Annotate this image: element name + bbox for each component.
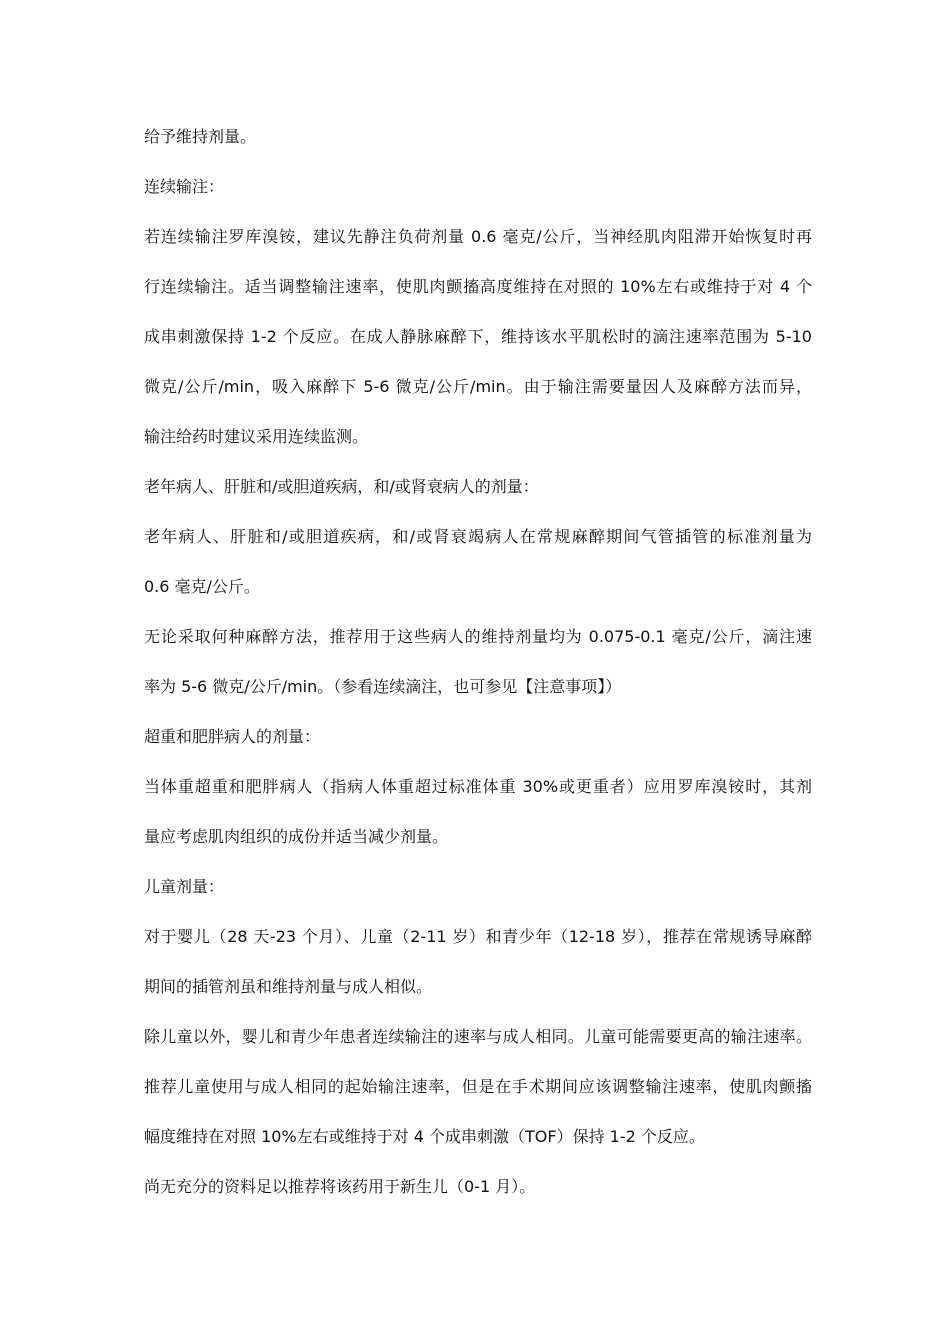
- text-line: 率为 5-6 微克/公斤/min。（参看连续滴注，也可参见【注意事项】）: [144, 677, 622, 696]
- text-line: 微克/公斤/min，吸入麻醉下 5-6 微克/公斤/min。由于输注需要量因人及麻醉方法而异，: [144, 377, 812, 396]
- text-line: 对于婴儿（28 天-23 个月）、儿童（2-11 岁）和青少年（12-18 岁），推荐在常规诱导麻醉: [144, 927, 812, 946]
- text-line: 量应考虑肌肉组织的成份并适当减少剂量。: [144, 827, 449, 846]
- text-line: 若连续输注罗库溴铵，建议先静注负荷剂量 0.6 毫克/公斤，当神经肌肉阻滞开始恢复时再: [144, 227, 812, 246]
- section-heading-obese-dosage: 超重和肥胖病人的剂量：: [144, 727, 321, 746]
- text-line: 老年病人、肝脏和/或胆道疾病，和/或肾衰竭病人在常规麻醉期间气管插管的标准剂量为: [144, 527, 812, 546]
- text-line: 无论采取何种麻醉方法，推荐用于这些病人的维持剂量均为 0.075-0.1 毫克/公斤，滴注速: [144, 627, 812, 646]
- text-line: 行连续输注。适当调整输注速率，使肌肉颤搐高度维持在对照的 10%左右或维持于对 4 个: [144, 277, 812, 296]
- text-line: 推荐儿童使用与成人相同的起始输注速率，但是在手术期间应该调整输注速率，使肌肉颤搐: [144, 1077, 812, 1096]
- text-line: 当体重超重和肥胖病人（指病人体重超过标准体重 30%或更重者）应用罗库溴铵时，其剂: [144, 777, 812, 796]
- text-line: 给予维持剂量。: [144, 127, 257, 146]
- section-heading-elderly-dosage: 老年病人、肝脏和/或胆道疾病，和/或肾衰病人的剂量：: [144, 477, 539, 496]
- text-line: 除儿童以外，婴儿和青少年患者连续输注的速率与成人相同。儿童可能需要更高的输注速率。: [144, 1027, 812, 1046]
- text-line: 成串刺激保持 1-2 个反应。在成人静脉麻醉下，维持该水平肌松时的滴注速率范围为 5-10: [144, 327, 812, 346]
- text-line: 期间的插管剂虽和维持剂量与成人相似。: [144, 977, 433, 996]
- text-line: 输注给药时建议采用连续监测。: [144, 427, 369, 446]
- section-heading-pediatric-dosage: 儿童剂量：: [144, 877, 225, 896]
- text-line: 尚无充分的资料足以推荐将该药用于新生儿（0-1 月）。: [144, 1177, 536, 1196]
- text-line: 幅度维持在对照 10%左右或维持于对 4 个成串刺激（TOF）保持 1-2 个反应。: [144, 1127, 705, 1146]
- section-heading-continuous-infusion: 连续输注：: [144, 177, 225, 196]
- text-line: 0.6 毫克/公斤。: [144, 577, 260, 596]
